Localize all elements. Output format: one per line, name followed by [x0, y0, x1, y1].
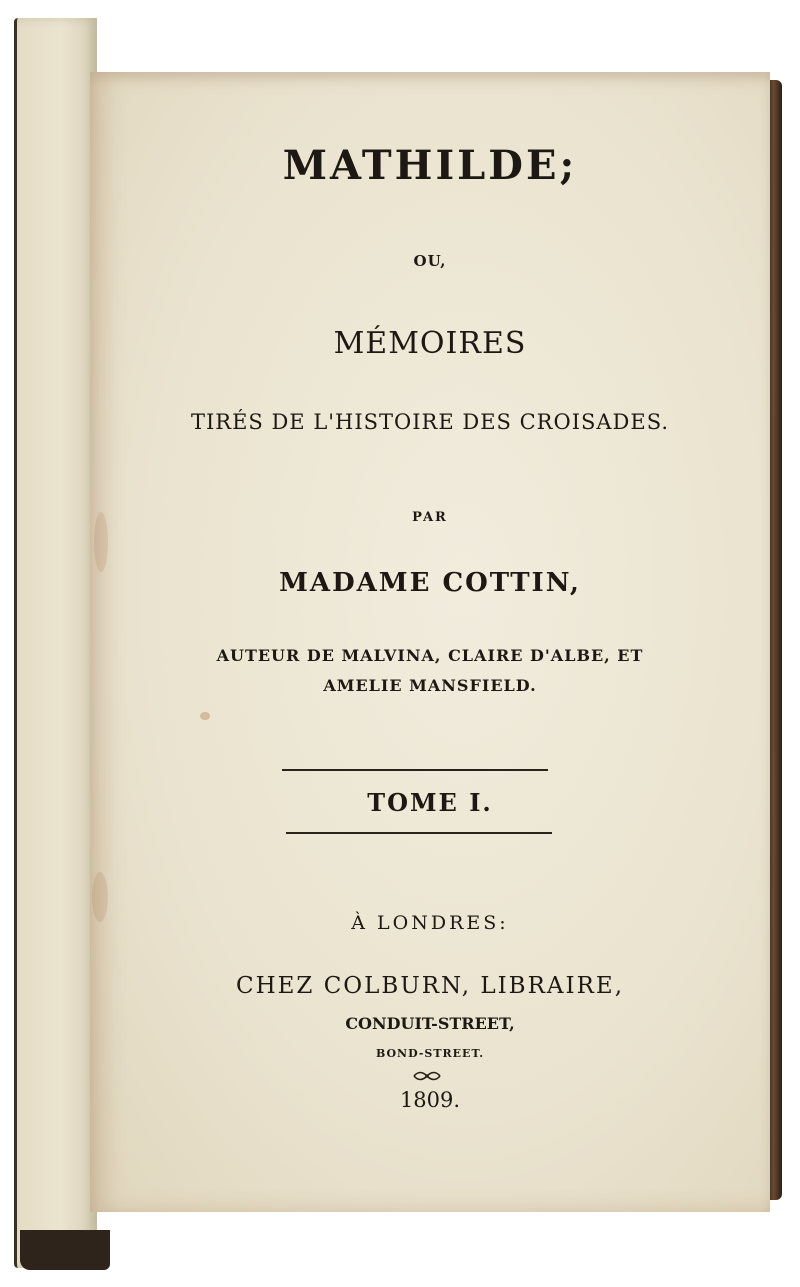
flyleaf-page [14, 18, 97, 1268]
publication-place: À LONDRES: [351, 912, 509, 934]
printer-ornament-icon [412, 1068, 442, 1084]
publisher-street: CONDUIT-STREET, [345, 1014, 515, 1033]
author-name: MADAME COTTIN, [279, 568, 581, 598]
publisher: CHEZ COLBURN, LIBRAIRE, [235, 973, 625, 999]
foxing-spot [200, 712, 210, 720]
conjunction-text: OU, [413, 252, 447, 270]
book-title: MATHILDE; [282, 142, 578, 189]
author-works-line-1: AUTEUR DE MALVINA, CLAIRE D'ALBE, ET [216, 646, 644, 665]
subtitle: TIRÉS DE L'HISTOIRE DES CROISADES. [190, 410, 670, 434]
publisher-street-2: BOND-STREET. [375, 1047, 485, 1060]
book-binding [20, 1230, 110, 1270]
divider-rule [282, 769, 548, 771]
publication-year: 1809. [399, 1088, 461, 1112]
book-edge [768, 80, 782, 1200]
volume-label: TOME I. [367, 788, 493, 817]
title-page [90, 72, 770, 1212]
main-subtitle: MÉMOIRES [333, 326, 527, 361]
by-label: PAR [412, 510, 448, 525]
divider-rule [286, 832, 552, 834]
author-works-line-2: AMELIE MANSFIELD. [323, 676, 537, 695]
